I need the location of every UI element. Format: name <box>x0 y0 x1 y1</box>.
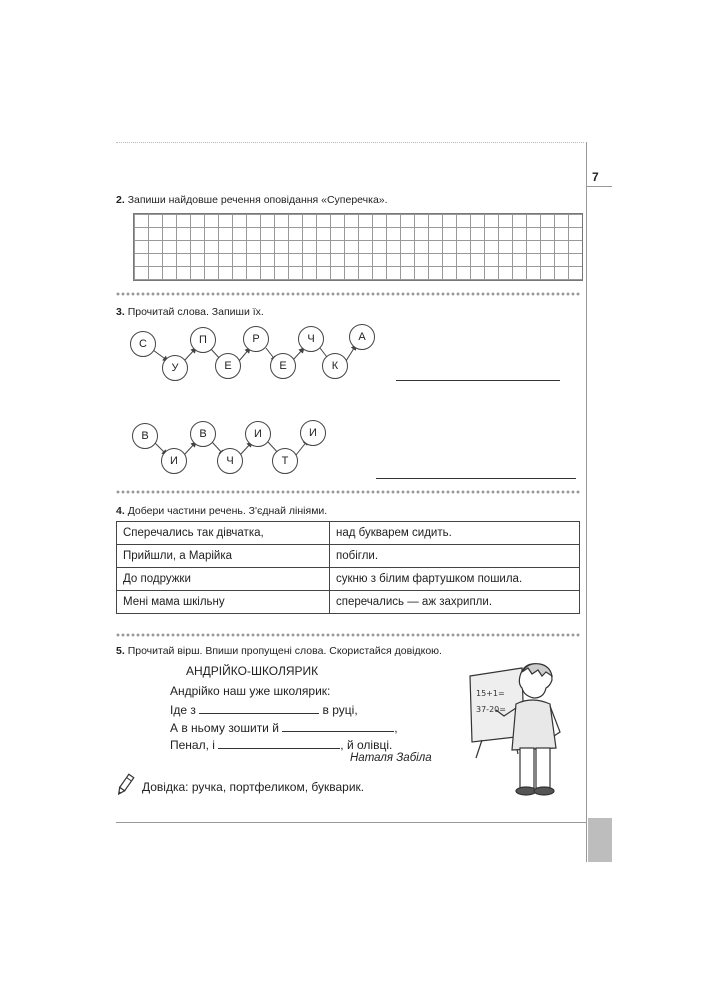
poem-line-4-end: , й олівці. <box>340 738 393 752</box>
poem-line-3-end: , <box>394 721 398 735</box>
schoolboy-illustration <box>462 658 574 798</box>
table-row <box>117 522 580 545</box>
task-2-number: 2. <box>116 194 125 206</box>
chain-1-letter: Ч <box>298 326 324 352</box>
answer-line-1[interactable] <box>396 380 560 381</box>
right-phrase[interactable]: сперечались — аж захрипли. <box>330 591 580 614</box>
poem-line-2-start: Іде з <box>170 703 196 717</box>
answer-line-2[interactable] <box>376 478 576 479</box>
poem-line-1: Андрійко наш уже школярик: <box>170 684 331 698</box>
left-phrase[interactable]: Прийшли, а Марійка <box>117 545 330 568</box>
table-row <box>117 568 580 591</box>
poem-line-2 <box>170 702 358 717</box>
hint-text: Довідка: ручка, портфеликом, букварик. <box>142 780 365 794</box>
poem-title: АНДРІЙКО-ШКОЛЯРИК <box>186 664 319 678</box>
chain-1-letter: С <box>130 331 156 357</box>
task-4-title <box>116 505 327 517</box>
fill-blank[interactable] <box>218 737 340 749</box>
chain-2-letter: И <box>245 421 271 447</box>
poem-author: Наталя Забіла <box>350 752 432 764</box>
task-2-text: Запиши найдовше речення оповідання «Суперечка». <box>127 194 388 206</box>
left-phrase[interactable]: Мені мама шкільну <box>117 591 330 614</box>
poem-line-4-start: Пенал, і <box>170 738 215 752</box>
chain-1-letter: К <box>322 353 348 379</box>
chain-1-letter: Е <box>215 353 241 379</box>
chain-1-letter: Е <box>270 353 296 379</box>
table-row <box>117 545 580 568</box>
matching-table <box>116 521 580 614</box>
chain-2-letter: И <box>300 420 326 446</box>
poem-line-3-start: А в ньому зошити й <box>170 721 279 735</box>
page-number: 7 <box>592 170 599 184</box>
left-phrase[interactable]: Сперечались так дівчатка, <box>117 522 330 545</box>
right-phrase[interactable]: побігли. <box>330 545 580 568</box>
chain-2-letter: В <box>190 421 216 447</box>
chain-1-letter: П <box>190 327 216 353</box>
task-3-number: 3. <box>116 306 125 318</box>
chain-2-letter: И <box>161 448 187 474</box>
right-phrase[interactable]: сукню з білим фартушком пошила. <box>330 568 580 591</box>
poem-line-3 <box>170 720 398 735</box>
board-text-1: 15+1= <box>476 689 505 698</box>
chain-1-letter: У <box>162 355 188 381</box>
table-row <box>117 591 580 614</box>
chain-2-letter: В <box>132 423 158 449</box>
right-phrase[interactable]: над букварем сидить. <box>330 522 580 545</box>
section-divider <box>116 633 580 637</box>
task-4-number: 4. <box>116 505 125 517</box>
poem-line-4 <box>170 737 392 752</box>
chain-1-letter: А <box>349 324 375 350</box>
task-3-text: Прочитай слова. Запиши їх. <box>127 306 264 318</box>
task-4-text: Добери частини речень. З'єднай лініями. <box>127 505 328 517</box>
poem-line-2-end: в руці, <box>322 703 358 717</box>
chain-2-letter: Т <box>272 448 298 474</box>
left-phrase[interactable]: До подружки <box>117 568 330 591</box>
board-text-2: 37-20= <box>476 705 506 714</box>
task-5-text: Прочитай вірш. Впиши пропущені слова. Скористайся довідкою. <box>127 645 442 657</box>
fill-blank[interactable] <box>282 720 394 732</box>
section-divider <box>116 490 580 494</box>
task-5-title <box>116 645 442 657</box>
chain-1-letter: Р <box>243 326 269 352</box>
chain-2-letter: Ч <box>217 448 243 474</box>
fill-blank[interactable] <box>199 702 319 714</box>
task-5-number: 5. <box>116 645 125 657</box>
pencil-icon <box>114 772 136 798</box>
